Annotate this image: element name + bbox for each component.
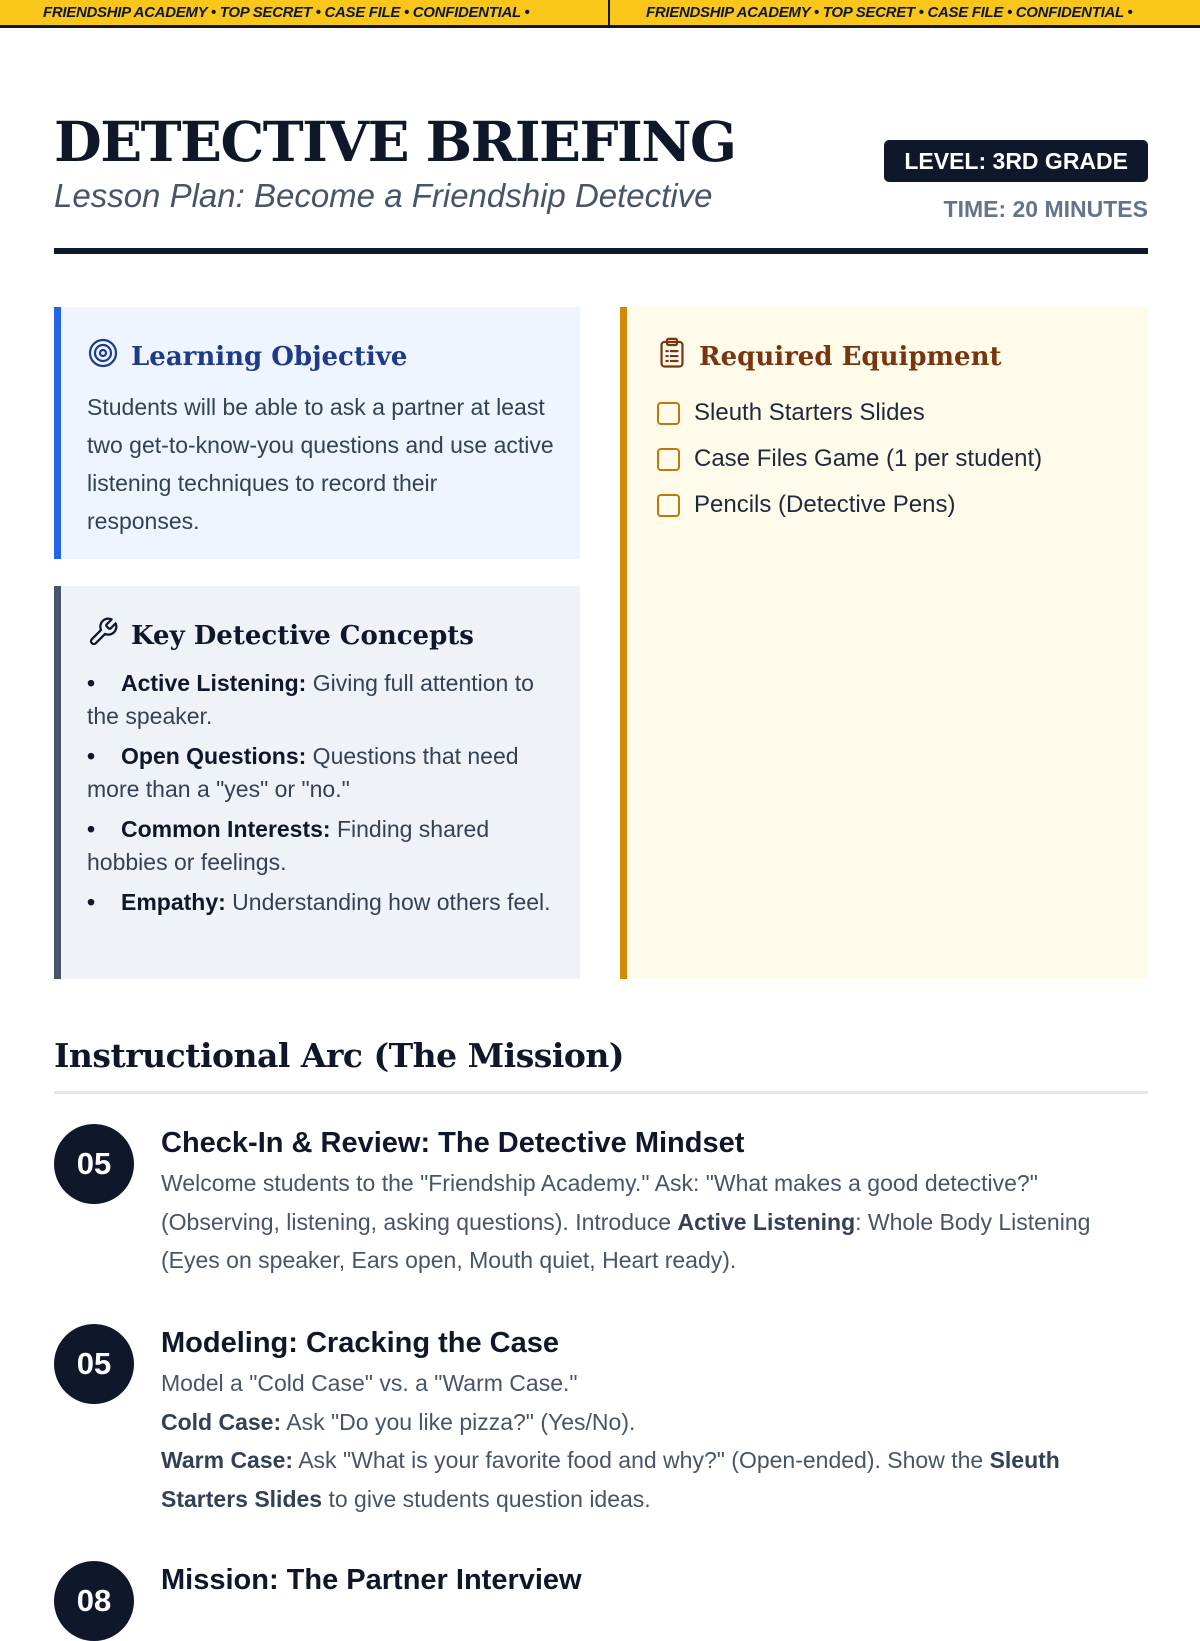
step-number-badge: 05 xyxy=(54,1124,134,1204)
concept-item xyxy=(87,886,554,919)
level-badge: LEVEL: 3RD GRADE xyxy=(884,140,1148,182)
step-description xyxy=(161,1364,1148,1518)
step-line xyxy=(161,1441,1148,1518)
step-title: Check-In & Review: The Detective Mindset xyxy=(161,1127,745,1159)
target-icon xyxy=(87,337,119,376)
step-text-segment: Ask "What is your favorite food and why?" (Open-ended). Show the xyxy=(293,1447,990,1473)
equipment-item[interactable] xyxy=(657,482,1118,528)
key-concepts-card xyxy=(54,586,580,979)
step-line xyxy=(161,1364,1148,1403)
equipment-list xyxy=(657,390,1118,528)
concept-term: Active Listening: xyxy=(121,670,307,696)
banner-text-repeat: FRIENDSHIP ACADEMY • TOP SECRET • CASE FILE • CONFIDENTIAL • xyxy=(608,0,1200,25)
concept-list xyxy=(87,667,554,919)
concept-item xyxy=(87,740,554,806)
step-line xyxy=(161,1403,1148,1442)
step-text-emphasis: Sleuth Starters Slides xyxy=(161,1447,1060,1512)
step-text-emphasis: Active Listening xyxy=(677,1208,856,1235)
page-subtitle: Lesson Plan: Become a Friendship Detective xyxy=(54,177,713,214)
step-number-badge: 08 xyxy=(54,1561,134,1641)
equipment-label: Pencils (Detective Pens) xyxy=(694,491,956,518)
objective-text: Students will be able to ask a partner at least two get-to-know-you questions and use active listening techniques to record their responses. xyxy=(87,394,554,534)
top-secret-banner xyxy=(0,0,1200,28)
time-label: TIME: 20 MINUTES xyxy=(943,196,1148,222)
clipboard-icon xyxy=(657,337,687,376)
required-equipment-card xyxy=(620,307,1148,979)
concept-definition: Finding shared hobbies or feelings. xyxy=(87,816,490,875)
page-header xyxy=(54,108,1148,254)
step-text-emphasis: Warm Case: xyxy=(161,1447,294,1473)
bullet-icon: • xyxy=(87,743,96,769)
banner-text: FRIENDSHIP ACADEMY • TOP SECRET • CASE FILE • CONFIDENTIAL • xyxy=(43,4,530,21)
instructional-arc-heading: Instructional Arc (The Mission) xyxy=(54,1036,1148,1094)
step-description xyxy=(161,1164,1148,1280)
equipment-item[interactable] xyxy=(657,390,1118,436)
concept-term: Open Questions: xyxy=(121,743,307,769)
equipment-checkbox[interactable] xyxy=(657,494,680,517)
concept-definition: Giving full attention to the speaker. xyxy=(87,670,534,729)
step-text-segment: : Whole Body Listening (Eyes on speaker, Ears open, Mouth quiet, Heart ready). xyxy=(161,1208,1091,1273)
wrench-icon xyxy=(87,616,119,655)
step-number-badge: 05 xyxy=(54,1324,134,1404)
step-text-emphasis: Cold Case: xyxy=(161,1408,282,1435)
concept-definition: Understanding how others feel. xyxy=(225,889,551,915)
equipment-heading xyxy=(657,337,1118,376)
bullet-icon: • xyxy=(87,670,96,696)
concept-term: Common Interests: xyxy=(121,816,331,842)
concept-item xyxy=(87,813,554,879)
objective-title: Learning Objective xyxy=(131,341,408,372)
equipment-checkbox[interactable] xyxy=(657,402,680,425)
mission-step xyxy=(54,1324,1148,1518)
step-title: Modeling: Cracking the Case xyxy=(161,1327,560,1359)
concept-definition: Questions that need more than a "yes" or "no." xyxy=(87,743,519,802)
equipment-checkbox[interactable] xyxy=(657,448,680,471)
step-title: Mission: The Partner Interview xyxy=(161,1564,582,1596)
concepts-heading xyxy=(87,616,554,655)
concept-term: Empathy: xyxy=(121,889,226,915)
step-text-segment: Model a "Cold Case" vs. a "Warm Case." xyxy=(161,1370,578,1396)
equipment-label: Sleuth Starters Slides xyxy=(694,399,925,426)
bullet-icon: • xyxy=(87,889,96,915)
equipment-item[interactable] xyxy=(657,436,1118,482)
mission-step xyxy=(54,1561,1148,1618)
mission-step xyxy=(54,1124,1148,1280)
page-title: DETECTIVE BRIEFING xyxy=(54,109,736,174)
step-text-segment: Ask "Do you like pizza?" (Yes/No). xyxy=(281,1408,636,1435)
concept-item xyxy=(87,667,554,733)
step-text-segment: to give students question ideas. xyxy=(322,1485,651,1512)
equipment-title: Required Equipment xyxy=(699,341,1002,372)
objective-heading xyxy=(87,337,554,376)
concepts-title: Key Detective Concepts xyxy=(131,620,474,651)
equipment-label: Case Files Game (1 per student) xyxy=(694,445,1043,472)
learning-objective-card xyxy=(54,307,580,559)
step-text-segment: Welcome students to the "Friendship Academy." Ask: "What makes a good detective?" (Observing, listening, asking questions). Introduce xyxy=(161,1170,1038,1235)
bullet-icon: • xyxy=(87,816,96,842)
